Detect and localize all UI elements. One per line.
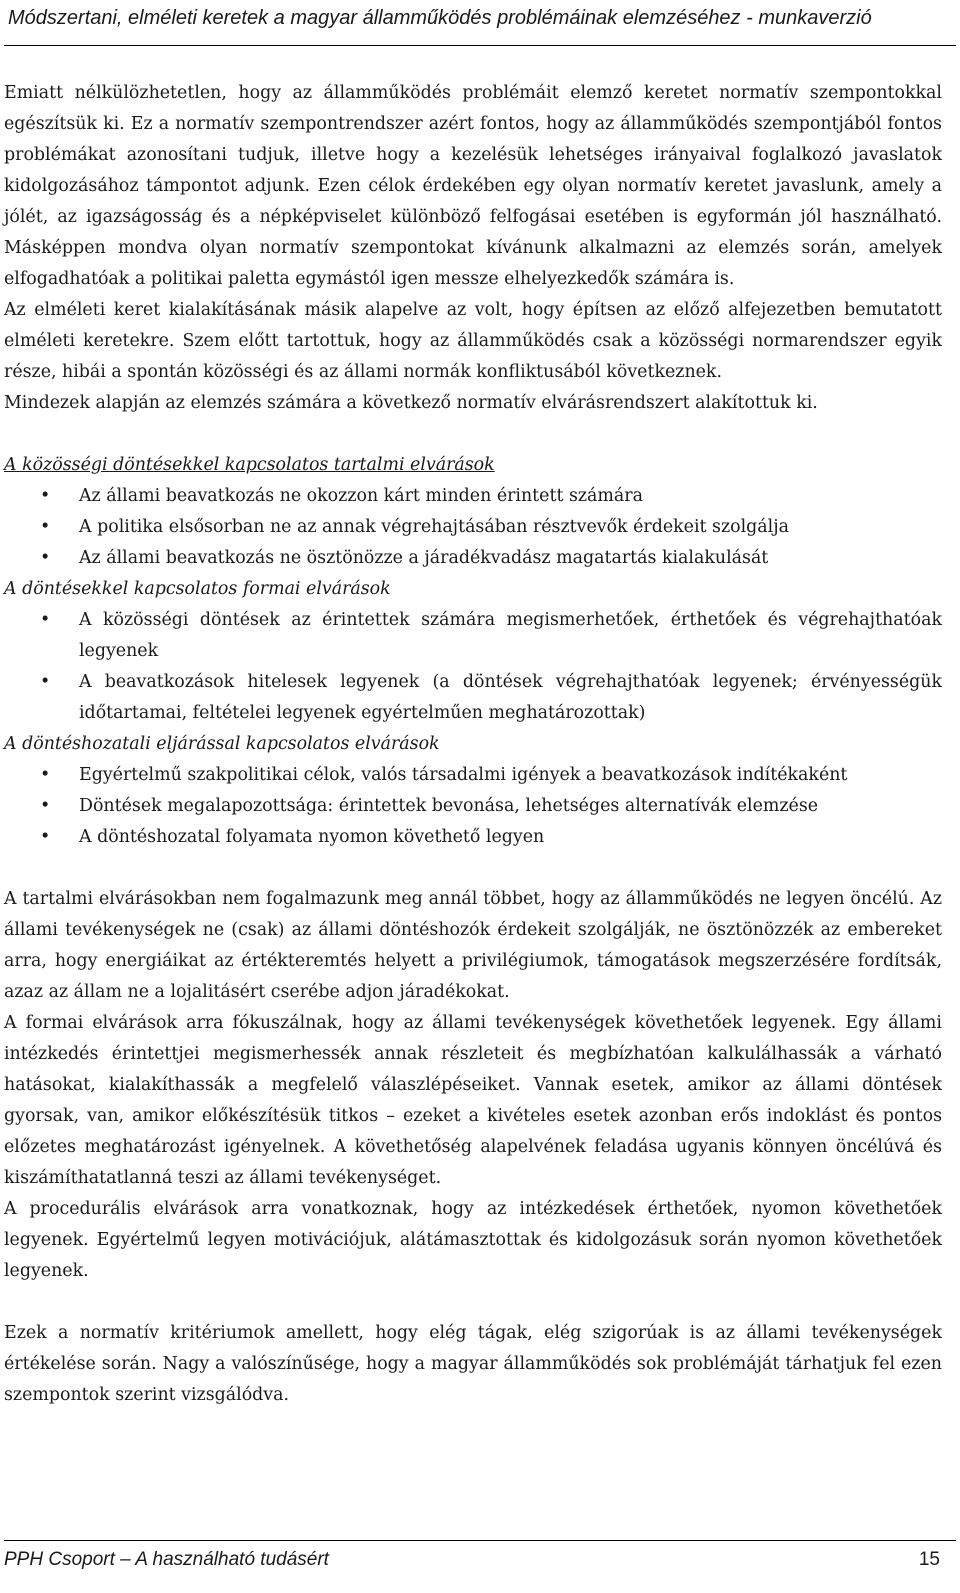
list-item: • A politika elsősorban ne az annak végrehajtásában résztvevők érdekeit szolgálja (4, 512, 942, 543)
content-requirements-list (4, 481, 942, 574)
formal-requirements-list (4, 605, 942, 729)
section-heading-formal: A döntésekkel kapcsolatos formai elvárások (4, 579, 391, 599)
list-item: • A beavatkozások hitelesek legyenek (a döntések végrehajthatóak legyenek; érvényességük időtartamai, feltételei legyenek egyértelműen meghatározottak) (4, 667, 942, 729)
page-number: 15 (918, 1549, 940, 1570)
page-footer (4, 1546, 940, 1574)
discussion-paragraph-3: A procedurális elvárások arra vonatkoznak, hogy az intézkedések érthetőek, nyomon követhetőek legyenek. Egyértelmű legyen motivációjuk, alátámasztottak és kidolgozásuk során nyomon követhetőek legyenek. (4, 1199, 942, 1281)
intro-paragraph-3: Mindezek alapján az elemzés számára a következő normatív elvárásrendszert alakítottuk ki. (4, 393, 818, 413)
section-heading-procedural: A döntéshozatali eljárással kapcsolatos elvárások (4, 734, 440, 754)
list-item: • Döntések megalapozottsága: érintettek bevonása, lehetséges alternatívák elemzése (4, 791, 942, 822)
intro-paragraph-2: Az elméleti keret kialakításának másik alapelve az volt, hogy építsen az előző alfejezetben bemutatott elméleti keretekre. Szem előtt tartottuk, hogy az államműködés csak a közösségi normarendszer egyik része, hibái a spontán közösségi és az állami normák konfliktusából következnek. (4, 300, 942, 382)
discussion-paragraph-2: A formai elvárások arra fókuszálnak, hogy az állami tevékenységek követhetőek legyenek. Egy állami intézkedés érintettjei megismerhessék annak részleteit és megbízhatóan kalkulálhassák a várható hatásokat, kialakíthassák a megfelelő válaszlépéseiket. Vannak esetek, amikor az állami döntések gyorsak, van, amikor előkészítésük titkos – ezeket a kivételes esetek azonban erős indoklást és pontos előzetes meghatározást igényelnek. A követhetőség alapelvének feladása ugyanis könnyen öncélúvá és kiszámíthatatlanná teszi az állami tevékenységet. (4, 1013, 942, 1188)
list-item: • A döntéshozatal folyamata nyomon követhető legyen (4, 822, 942, 853)
procedural-requirements-list (4, 760, 942, 853)
footer-text: PPH Csoport – A használható tudásért (4, 1549, 329, 1570)
running-header: Módszertani, elméleti keretek a magyar államműködés problémáinak elemzéséhez - munkaverzió (8, 7, 872, 29)
list-item: • Az állami beavatkozás ne ösztönözze a járadékvadász magatartás kialakulását (4, 543, 942, 574)
list-item: • Az állami beavatkozás ne okozzon kárt minden érintett számára (4, 481, 942, 512)
footer-divider (4, 1540, 956, 1541)
list-item: • Egyértelmű szakpolitikai célok, valós társadalmi igények a beavatkozások indítékaként (4, 760, 942, 791)
header-divider (4, 45, 956, 46)
closing-paragraph: Ezek a normatív kritériumok amellett, hogy elég tágak, elég szigorúak is az állami tevékenységek értékelése során. Nagy a valószínűsége, hogy a magyar államműködés sok problémáját tárhatjuk fel ezen szempontok szerint vizsgálódva. (4, 1323, 942, 1405)
section-heading-content: A közösségi döntésekkel kapcsolatos tartalmi elvárások (4, 455, 495, 475)
intro-paragraph-1: Emiatt nélkülözhetetlen, hogy az államműködés problémáit elemző keretet normatív szempontokkal egészítsük ki. Ez a normatív szempontrendszer azért fontos, hogy az államműködés szempontjából fontos problémákat azonosítani tudjuk, illetve hogy a kezelésük lehetséges irányaival foglalkozó javaslatok kidolgozásához támpontot adjunk. Ezen célok érdekében egy olyan normatív keretet javaslunk, amely a jólét, az igazságosság és a népképviselet különböző felfogásai esetében is egyformán jól használható. Másképpen mondva olyan normatív szempontokat kívánunk alkalmazni az elemzés során, amelyek elfogadhatóak a politikai paletta egymástól igen messze elhelyezkedők számára is. (4, 83, 942, 289)
discussion-paragraph-1: A tartalmi elvárásokban nem fogalmazunk meg annál többet, hogy az államműködés ne legyen öncélú. Az állami tevékenységek ne (csak) az állami döntéshozók érdekeit szolgálják, ne ösztönözzék az embereket arra, hogy energiáikat az értékteremtés helyett a privilégiumok, támogatások megszerzésére fordítsák, azaz az állam ne a lojalitásért cserébe adjon járadékokat. (4, 889, 942, 1002)
list-item: • A közösségi döntések az érintettek számára megismerhetőek, érthetőek és végrehajthatóak legyenek (4, 605, 942, 667)
page-body (4, 78, 942, 1411)
